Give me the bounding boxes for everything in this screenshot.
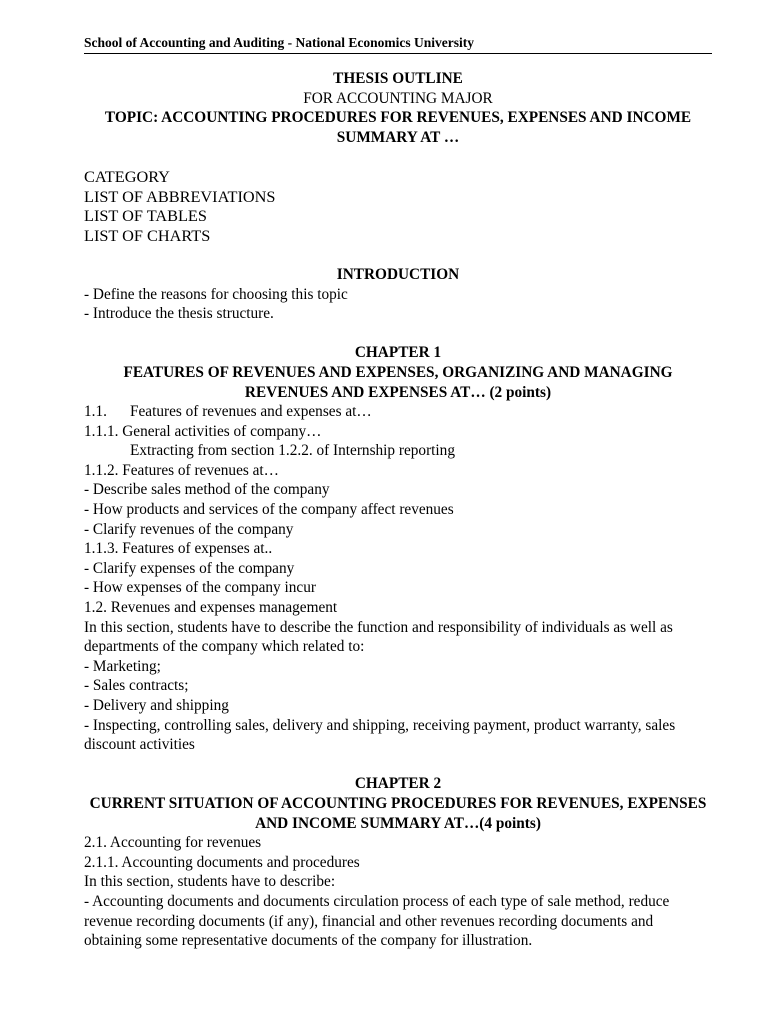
front-matter-item: LIST OF ABBREVIATIONS [84,186,276,206]
spacer [84,147,712,167]
list-item: - Inspecting, controlling sales, delivery and shipping, receiving payment, product warranty, sales discount activities [84,716,676,754]
chapter2-heading: CHAPTER 2 [354,775,442,793]
section-title: Features of revenues and expenses at… [130,403,372,421]
section-heading [84,402,712,422]
list-item: - Sales contracts; [84,677,189,695]
list-item: - Clarify revenues of the company [84,520,294,538]
spacer [84,245,712,265]
page-header: School of Accounting and Auditing - National Economics University [84,34,712,54]
section-number: 1.1. [84,403,107,421]
list-item: - Describe sales method of the company [84,481,330,499]
subsection-heading: 2.1.1. Accounting documents and procedures [84,853,360,871]
list-item: - How products and services of the company affect revenues [84,501,454,519]
paragraph: In this section, students have to describe the function and responsibility of individuals as well as departments of the company which related to: [84,618,673,656]
introduction-heading: INTRODUCTION [336,265,460,283]
subsection-note: Extracting from section 1.2.2. of Internship reporting [130,442,455,460]
chapter1-title: FEATURES OF REVENUES AND EXPENSES, ORGANIZING AND MANAGING REVENUES AND EXPENSES AT… (2 points) [123,363,673,401]
subsection-heading: 1.1.3. Features of expenses at.. [84,540,273,558]
section-heading: 1.2. Revenues and expenses management [84,599,338,617]
subsection-heading: 1.1.1. General activities of company… [84,422,322,440]
spacer [84,755,712,775]
front-matter-item: LIST OF TABLES [84,206,207,226]
paragraph: In this section, students have to describe: [84,873,336,891]
subsection-heading: 1.1.2. Features of revenues at… [84,461,279,479]
chapter1-heading: CHAPTER 1 [354,344,442,362]
document-subtitle: FOR ACCOUNTING MAJOR [303,89,493,107]
document-topic: TOPIC: ACCOUNTING PROCEDURES FOR REVENUES, EXPENSES AND INCOME SUMMARY AT … [104,109,692,146]
section-heading: 2.1. Accounting for revenues [84,834,262,852]
list-item: - Marketing; [84,657,161,675]
list-item: - Accounting documents and documents circulation process of each type of sale method, reduce revenue recording documents (if any), financial and other revenues recording documents and obtaining some representative documents of the company for illustration. [84,892,670,950]
document-body [84,69,712,951]
chapter2-title: CURRENT SITUATION OF ACCOUNTING PROCEDURES FOR REVENUES, EXPENSES AND INCOME SUMMARY AT…(4 points) [89,794,707,832]
list-item: - How expenses of the company incur [84,579,316,597]
list-item: - Define the reasons for choosing this topic [84,285,348,303]
list-item: - Delivery and shipping [84,697,229,714]
spacer [84,324,712,344]
front-matter-item: LIST OF CHARTS [84,225,211,245]
document-title: THESIS OUTLINE [333,70,463,87]
front-matter-item: CATEGORY [84,166,170,186]
list-item: - Clarify expenses of the company [84,559,295,577]
list-item: - Introduce the thesis structure. [84,305,274,323]
